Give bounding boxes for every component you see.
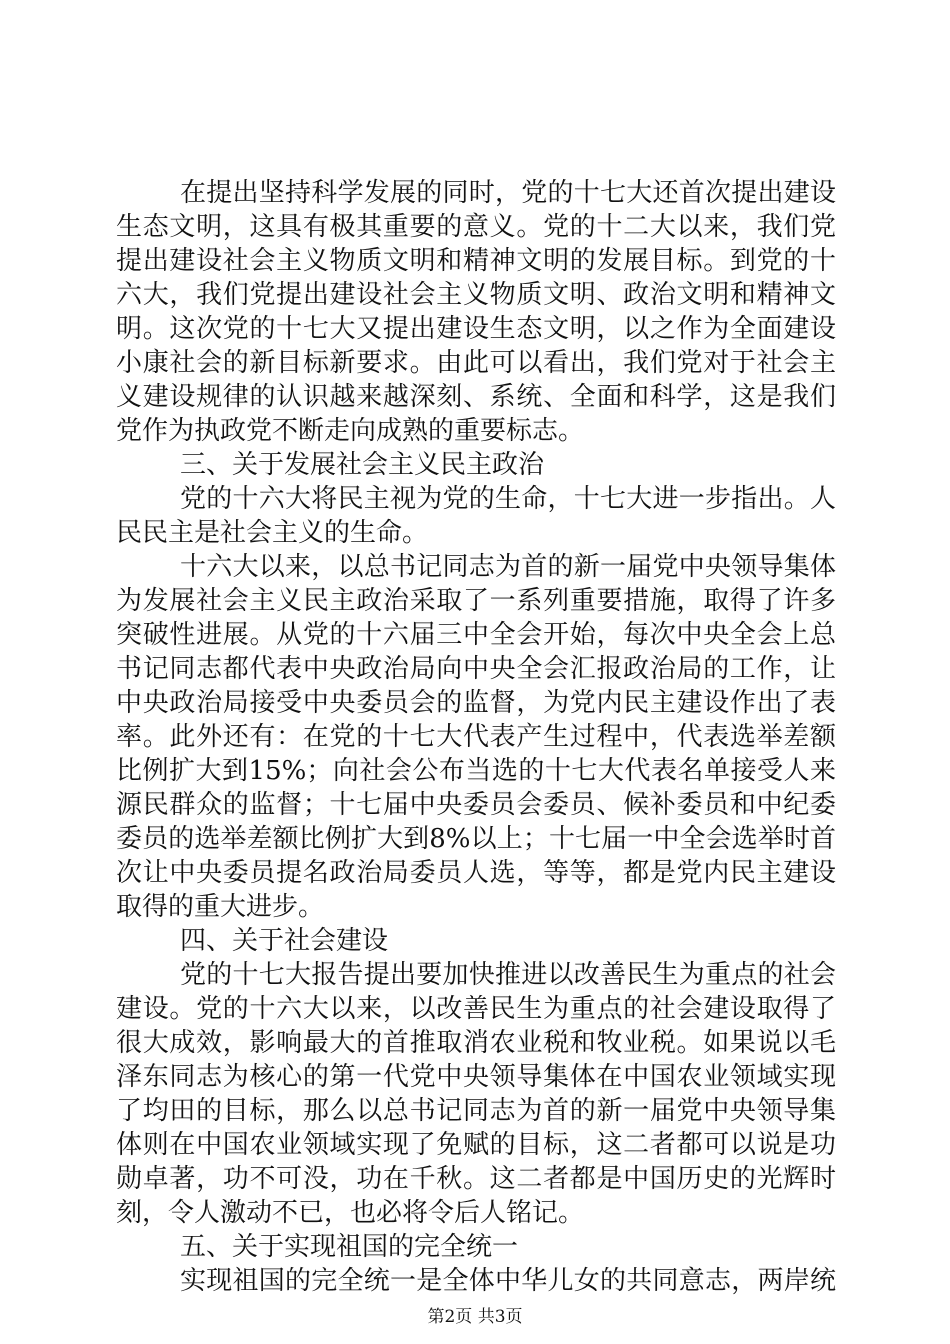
section-heading: 五、关于实现祖国的完全统一 bbox=[180, 1232, 519, 1262]
text-line: 率。此外还有：在党的十七大代表产生过程中，代表选举差额 bbox=[116, 722, 836, 752]
section-heading: 三、关于发展社会主义民主政治 bbox=[180, 450, 545, 480]
text-line: 在提出坚持科学发展的同时，党的十七大还首次提出建设 bbox=[180, 178, 836, 208]
text-line: 比例扩大到15%；向社会公布当选的十七大代表名单接受人来 bbox=[116, 756, 836, 786]
text-line: 源民群众的监督；十七届中央委员会委员、候补委员和中纪委 bbox=[116, 790, 836, 820]
text-line: 中央政治局接受中央委员会的监督，为党内民主建设作出了表 bbox=[116, 688, 836, 718]
text-line: 了均田的目标，那么以总书记同志为首的新一届党中央领导集 bbox=[116, 1096, 836, 1126]
text-line: 刻，令人激动不已，也必将令后人铭记。 bbox=[116, 1198, 585, 1228]
text-line: 提出建设社会主义物质文明和精神文明的发展目标。到党的十 bbox=[116, 246, 836, 276]
text-line: 突破性进展。从党的十六届三中全会开始，每次中央全会上总 bbox=[116, 620, 836, 650]
text-line: 六大，我们党提出建设社会主义物质文明、政治文明和精神文 bbox=[116, 280, 836, 310]
text-line: 委员的选举差额比例扩大到8%以上；十七届一中全会选举时首 bbox=[116, 824, 836, 854]
text-line: 次让中央委员提名政治局委员人选，等等，都是党内民主建设 bbox=[116, 858, 836, 888]
text-line: 党的十七大报告提出要加快推进以改善民生为重点的社会 bbox=[180, 960, 836, 990]
text-line: 民民主是社会主义的生命。 bbox=[116, 518, 429, 548]
text-line: 泽东同志为核心的第一代党中央领导集体在中国农业领域实现 bbox=[116, 1062, 836, 1092]
text-line: 小康社会的新目标新要求。由此可以看出，我们党对于社会主 bbox=[116, 348, 836, 378]
text-line: 党作为执政党不断走向成熟的重要标志。 bbox=[116, 416, 585, 446]
text-line: 党的十六大将民主视为党的生命，十七大进一步指出。人 bbox=[180, 484, 836, 514]
text-line: 书记同志都代表中央政治局向中央全会汇报政治局的工作，让 bbox=[116, 654, 836, 684]
text-line: 勋卓著，功不可没，功在千秋。这二者都是中国历史的光辉时 bbox=[116, 1164, 836, 1194]
text-line: 取得的重大进步。 bbox=[116, 892, 325, 922]
text-line: 义建设规律的认识越来越深刻、系统、全面和科学，这是我们 bbox=[116, 382, 836, 412]
text-line: 生态文明，这具有极其重要的意义。党的十二大以来，我们党 bbox=[116, 212, 836, 242]
text-line: 实现祖国的完全统一是全体中华儿女的共同意志，两岸统 bbox=[180, 1266, 836, 1296]
text-line: 建设。党的十六大以来，以改善民生为重点的社会建设取得了 bbox=[116, 994, 836, 1024]
text-line: 很大成效，影响最大的首推取消农业税和牧业税。如果说以毛 bbox=[116, 1028, 836, 1058]
page-footer: 第2页 共3页 bbox=[427, 1307, 523, 1327]
section-heading: 四、关于社会建设 bbox=[180, 926, 389, 956]
text-line: 十六大以来，以总书记同志为首的新一届党中央领导集体 bbox=[180, 552, 836, 582]
text-line: 为发展社会主义民主政治采取了一系列重要措施，取得了许多 bbox=[116, 586, 836, 616]
text-line: 明。这次党的十七大又提出建设生态文明，以之作为全面建设 bbox=[116, 314, 836, 344]
text-line: 体则在中国农业领域实现了免赋的目标，这二者都可以说是功 bbox=[116, 1130, 836, 1160]
